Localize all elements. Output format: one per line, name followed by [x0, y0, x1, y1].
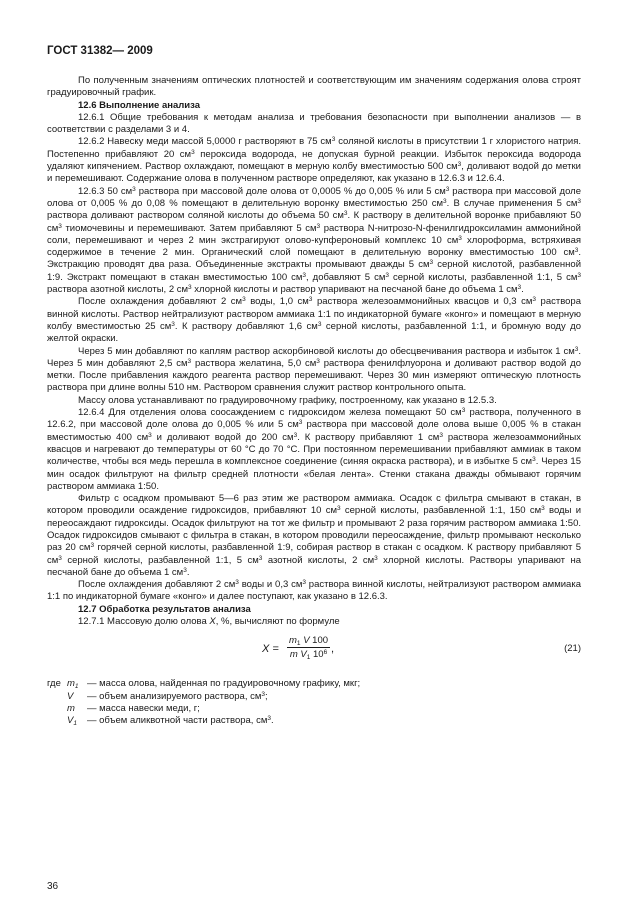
definition-list: [47, 678, 581, 727]
section-heading: 12.6 Выполнение анализа: [78, 99, 201, 111]
paragraph-list: [47, 75, 581, 628]
paragraph: По полученным значениям оптических плотностей и соответствующим им значениям содержания олова строят градуировочный график.: [47, 75, 581, 99]
page-number: 36: [47, 881, 59, 892]
definition-item: [47, 703, 581, 715]
paragraph: Через 5 мин добавляют по каплям раствор аскорбиновой кислоты до обесцвечивания раствора и избыток 1 $см^3$. Через 5 мин добавляют 2,5 $см^3$ раствора желатина, 5,0 $см^3$ раствора фенилфлуорона и доливают раствор водой до метки. После прибавления каждого реагента раствор перемешивают. Через 30 мин измеряют оптическую плотность раствора при длине волны 510 нм. Раствором сравнения служит раствор контрольного опыта.: [47, 345, 581, 394]
page-header-title: ГОСТ 31382— 2009: [47, 45, 153, 57]
definition-prefix: где: [47, 678, 61, 690]
definition-item: [47, 691, 581, 703]
paragraph: 12.6.4 Для отделения олова соосаждением с гидроксидом железа помещают 50 $см^3$ раствора, полученного в 12.6.2, при массовой доле олова до 0,005 % или 5 $см^3$ раствора при массовой доле олова выше 0,005 % в стакан вместимостью 400 $см^3$ и доливают водой до 200 $см^3$. К раствору прибавляют 1 $см^3$ раствора железоаммонийных квасцов и нагревают до температуры от 60 °C до 70 °C. При постоянном перемешивании прибавляют аммиак в таком количестве, чтобы вся медь перешла в комплексное соединение (синяя окраска раствора), и в избытке 5 $см^3$. Через 15 мин осадок фильтруют на фильтр средней плотности «белая лента». Стенки стакана дважды обмывают горячим раствором аммиака 1:50.: [47, 407, 581, 492]
section-heading: 12.7 Обработка результатов анализа: [78, 603, 251, 615]
paragraph: 12.6.3 50 $см^3$ раствора при массовой доле олова от 0,0005 % до 0,005 % или 5 $см^3$ раствора при массовой доле олова от 0,005 % до 0,08 % помещают в делительную воронку вместимостью 250 $см^3$. В случае применения 5 $см^3$ раствора доливают раствором соляной кислоты до объема 50 $см^3$. К раствору в делительной воронке прибавляют 50 $см^3$ тиомочевины и перемешивают. Затем прибавляют 5 $см^3$ раствора N-нитрозо-N-фенилгидроксиламин аммонийной соли, перемешивают и через 2 мин экстрагируют олово-купфероновый комплекс 10 $см^3$ хлороформа, встряхивая содержимое в течение 2 мин. Органический слой помещают в делительную воронку вместимостью 100 $см^3$. Экстракцию проводят два раза. Объединенные экстракты промывают дважды 5 $см^3$ серной кислотой, разбавленной 1:9. Экстракт помещают в стакан вместимостью 100 $см^3$, добавляют 5 $см^3$ серной кислоты, разбавленной 1:1, 5 $см^3$ раствора азотной кислоты, 2 $см^3$ хлорной кислоты и раствор упаривают на песчаной бане до объема 1 $см^3$.: [47, 185, 582, 296]
paragraph: 12.7.1 Массовую долю олова X, %, вычисляют по формуле: [78, 616, 340, 628]
definition-text: — объем аликвотной части раствора, $см^3$.: [87, 715, 274, 727]
formula-block: [47, 632, 581, 676]
definition-text: — масса олова, найденная по градуировочному графику, мкг;: [87, 678, 361, 690]
formula-number: (21): [564, 643, 581, 655]
paragraph: После охлаждения добавляют 2 $см^3$ воды и 0,3 $см^3$ раствора винной кислоты, нейтрализуют раствором аммиака 1:1 по индикаторной бумаге «конго» и далее поступают, как указано в 12.6.3.: [47, 579, 581, 603]
formula-denominator: m $V_1$ $10^6$: [289, 649, 328, 662]
paragraph: Фильтр с осадком промывают 5—6 раз этим же раствором аммиака. Осадок с фильтра смывают в стакан, в котором проводили осаждение гидроксидов, прибавляют 10 $см^3$ серной кислоты, разбавленной 1:1, 150 $см^3$ воды и переосаждают гидроксиды. Осадок фильтруют на тот же фильтр и промывают 2 раза горячим раствором аммиака 1:50. Осадок гидроксидов смывают с фильтра в стакан, в котором проводили переосаждение, фильтр промывают несколько раз 20 $см^3$ горячей серной кислоты, разбавленной 1:9, собирая раствор в стакан с осадком. К раствору прибавляют 5 $см^3$ серной кислоты, разбавленной 1:1, 5 $см^3$ азотной кислоты, 2 $см^3$ хлорной кислоты. Растворы упаривают на песчаной бане до объема 1 $см^3$.: [47, 493, 581, 578]
definition-symbol: $m_1$: [67, 678, 79, 691]
definition-symbol: m: [67, 702, 75, 714]
definition-item: [47, 678, 581, 690]
formula-numerator: $m_1$ V 100: [289, 635, 329, 648]
paragraph: Массу олова устанавливают по градуировочному графику, построенному, как указано в 12.5.3.: [78, 394, 497, 406]
definition-symbol: V: [67, 690, 74, 702]
definition-symbol: $V_1$: [67, 715, 77, 728]
document-body: [47, 75, 581, 728]
formula-lhs: X =: [262, 643, 279, 656]
definition-text: — объем анализируемого раствора, $см^3$;: [87, 690, 268, 702]
definition-text: — масса навески меди, г;: [87, 702, 200, 714]
paragraph: 12.6.1 Общие требования к методам анализа и требования безопасности при выполнении анализов — в соответствии с разделами 3 и 4.: [47, 111, 581, 136]
definition-item: [47, 715, 581, 727]
paragraph: После охлаждения добавляют 2 $см^3$ воды, 1,0 $см^3$ раствора железоаммонийных квасцов и 0,3 $см^3$ раствора винной кислоты. Раствор нейтрализуют раствором аммиака 1:1 по индикаторной бумаге «конго» и помещают в мерную колбу вместимостью 25 $см^3$. К раствору добавляют 1,6 $см^3$ серной кислоты, разбавленной 1:1, и бромную воду до желтой окраски.: [47, 296, 581, 345]
formula-comma: ,: [331, 643, 335, 656]
paragraph: 12.6.2 Навеску меди массой 5,0000 г растворяют в 75 $см^3$ соляной кислоты в присутствии 1 г хлористого натрия. Постепенно прибавляют 20 $см^3$ пероксида водорода, не допуская бурной реакции. Избыток пероксида водорода удаляют кипячением. Раствор охлаждают, помещают в мерную колбу вместимостью 500 $см^3$, доливают водой до метки и перемешивают. Содержание олова в полученном растворе определяют, как указано в 12.6.3 и 12.6.4.: [47, 136, 581, 185]
formula-fraction: [287, 634, 330, 661]
